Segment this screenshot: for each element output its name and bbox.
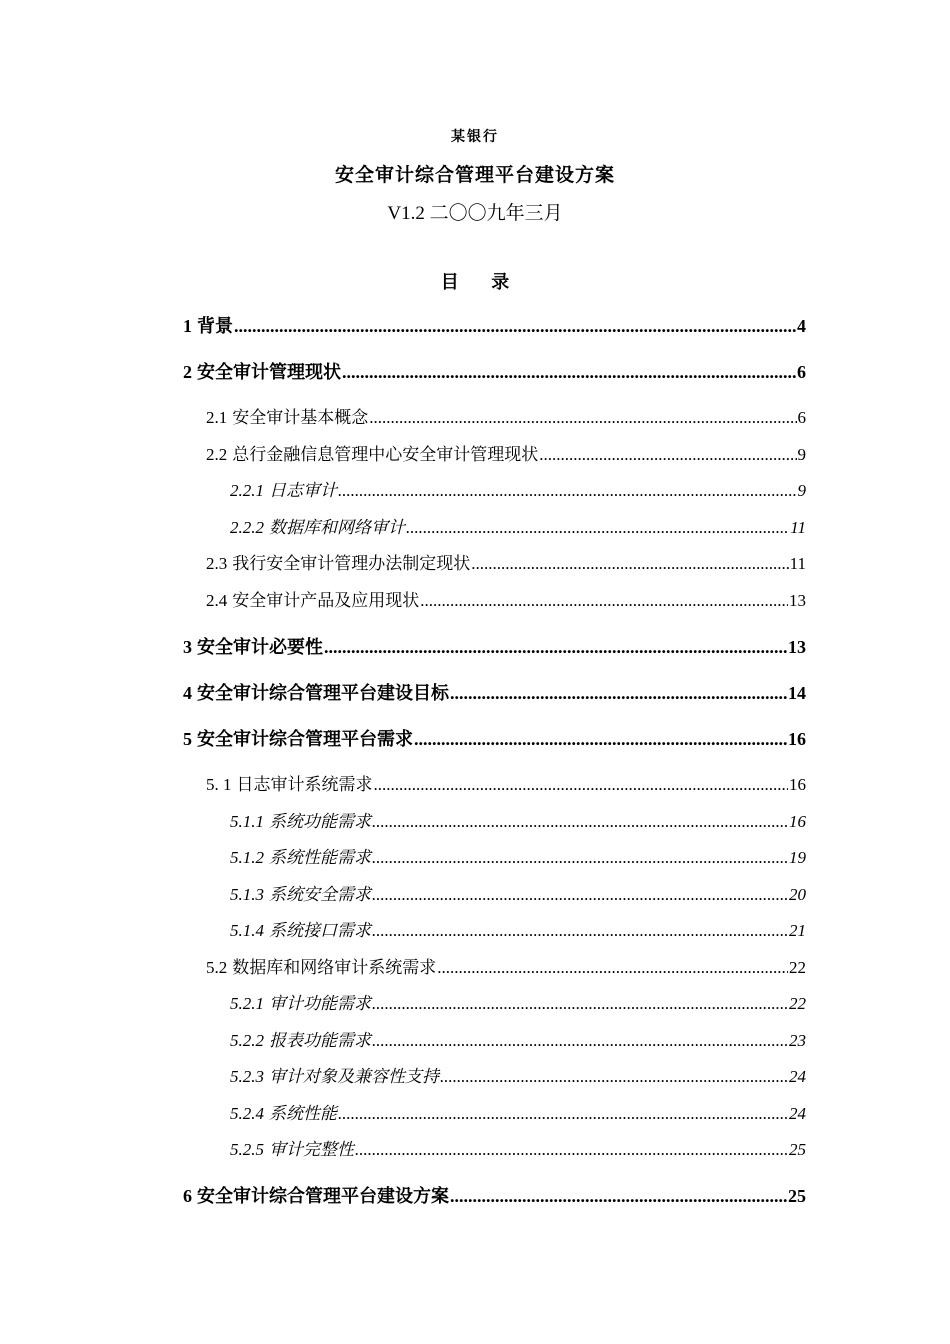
toc-entry-page: 22 [789, 994, 806, 1013]
toc-entry-page: 16 [789, 812, 806, 831]
toc-entry-text: 总行金融信息管理中心安全审计管理现状 [232, 445, 539, 464]
toc-entry-page: 25 [789, 1140, 806, 1159]
toc-entry-text: 安全审计综合管理平台需求 [197, 729, 413, 749]
toc-entry[interactable] [230, 992, 806, 1016]
toc-entry-text: 安全审计管理现状 [197, 362, 341, 382]
toc-leader-dots [539, 443, 796, 467]
toc-entry[interactable] [183, 314, 806, 338]
toc-entry[interactable] [230, 919, 806, 943]
toc-entry[interactable] [183, 727, 806, 751]
toc-entry[interactable] [230, 883, 806, 907]
toc-entry-text: 报表功能需求 [269, 1031, 371, 1050]
toc-entry[interactable] [230, 1102, 806, 1126]
toc-entry[interactable] [230, 846, 806, 870]
toc-entry[interactable] [183, 1184, 806, 1208]
toc-entry[interactable] [206, 406, 806, 430]
toc-entry-page: 24 [789, 1104, 806, 1123]
toc-entry-page: 4 [797, 316, 806, 336]
toc-entry[interactable] [230, 1138, 806, 1162]
toc-entry[interactable] [206, 589, 806, 613]
toc-entry-number: 2.4 [206, 591, 228, 610]
toc-entry[interactable] [206, 773, 806, 797]
toc-entry-number: 5.1.4 [230, 921, 264, 940]
toc-entry-page: 21 [789, 921, 806, 940]
toc-entry-number: 5.2.4 [230, 1104, 264, 1123]
toc-leader-dots [338, 479, 797, 503]
toc-entry-text: 系统接口需求 [269, 921, 371, 940]
toc-entry[interactable] [230, 479, 806, 503]
toc-leader-dots [437, 956, 788, 980]
toc-entry-number: 2.1 [206, 408, 228, 427]
toc-entry-text: 安全审计产品及应用现状 [232, 591, 420, 610]
toc-heading: 目 录 [440, 272, 524, 292]
toc-leader-dots [374, 773, 789, 797]
toc-entry-number: 5.1.2 [230, 848, 264, 867]
toc-entry-page: 6 [797, 408, 806, 427]
toc-leader-dots [355, 1138, 788, 1162]
toc-entry-page: 16 [789, 775, 806, 794]
toc-entry-page: 11 [789, 554, 806, 573]
toc-entry-page: 13 [789, 591, 806, 610]
toc-entry-text: 系统安全需求 [269, 885, 371, 904]
toc-entry-number: 2.2.2 [230, 518, 264, 537]
toc-entry[interactable] [206, 552, 806, 576]
toc-entry-page: 9 [797, 445, 806, 464]
toc-entry-text: 安全审计综合管理平台建设目标 [197, 683, 449, 703]
toc-leader-dots [372, 810, 788, 834]
toc-leader-dots [234, 314, 796, 338]
toc-entry-page: 25 [788, 1186, 806, 1206]
toc-entry-text: 日志审计系统需求 [236, 775, 373, 794]
toc-entry-text: 系统性能 [269, 1104, 337, 1123]
toc-entry-number: 1 [183, 316, 192, 336]
toc-entry-number: 5.2.2 [230, 1031, 264, 1050]
toc-leader-dots [450, 681, 787, 705]
toc-entry-page: 23 [789, 1031, 806, 1050]
toc-leader-dots [440, 1065, 788, 1089]
toc-leader-dots [372, 846, 788, 870]
toc-entry-text: 安全审计必要性 [197, 637, 323, 657]
toc-entry-number: 2.3 [206, 554, 228, 573]
toc-entry-text: 审计完整性 [269, 1140, 354, 1159]
toc-entry-text: 审计对象及兼容性支持 [269, 1067, 439, 1086]
toc-leader-dots [372, 919, 788, 943]
toc-entry-page: 6 [797, 362, 806, 382]
toc-entry-number: 5.2.1 [230, 994, 264, 1013]
document-version: V1.2 二〇〇九年三月 [387, 203, 563, 224]
toc-entry-text: 审计功能需求 [269, 994, 371, 1013]
toc-entry-number: 2 [183, 362, 192, 382]
toc-entry[interactable] [206, 956, 806, 980]
toc-entry-number: 5.2 [206, 958, 228, 977]
toc-entry-page: 14 [788, 683, 806, 703]
toc-entry[interactable] [206, 443, 806, 467]
toc-entry-text: 数据库和网络审计 [269, 518, 405, 537]
toc-entry-number: 5.1.3 [230, 885, 264, 904]
toc-leader-dots [372, 992, 788, 1016]
toc-entry-text: 系统性能需求 [269, 848, 371, 867]
toc-entry[interactable] [230, 1029, 806, 1053]
toc-entry-number: 2.2.1 [230, 481, 264, 500]
toc-entry-page: 22 [789, 958, 806, 977]
toc-leader-dots [372, 1029, 788, 1053]
toc-entry-page: 19 [789, 848, 806, 867]
toc-entry-number: 6 [183, 1186, 192, 1206]
toc-leader-dots [342, 360, 796, 384]
toc-entry-text: 安全审计基本概念 [232, 408, 369, 427]
toc-entry-number: 3 [183, 637, 192, 657]
toc-entry-text: 系统功能需求 [269, 812, 371, 831]
toc-entry-text: 我行安全审计管理办法制定现状 [232, 554, 471, 573]
toc-leader-dots [450, 1184, 787, 1208]
toc-entry[interactable] [230, 810, 806, 834]
toc-leader-dots [369, 406, 796, 430]
toc-entry-number: 5.1.1 [230, 812, 264, 831]
toc-leader-dots [406, 516, 789, 540]
toc-entry-number: 2.2 [206, 445, 228, 464]
toc-entry-page: 13 [788, 637, 806, 657]
toc-entry[interactable] [183, 635, 806, 659]
toc-entry-number: 5.2.5 [230, 1140, 264, 1159]
toc-entry[interactable] [230, 1065, 806, 1089]
toc-leader-dots [420, 589, 788, 613]
toc-entry-number: 5 [183, 729, 192, 749]
bank-name: 某银行 [451, 130, 499, 145]
toc-entry-page: 11 [790, 518, 806, 537]
toc-leader-dots [324, 635, 787, 659]
toc-entry-number: 4 [183, 683, 192, 703]
toc-entry-text: 背景 [197, 316, 233, 336]
toc-leader-dots [372, 883, 788, 907]
toc-entry-page: 24 [789, 1067, 806, 1086]
toc-entry-text: 安全审计综合管理平台建设方案 [197, 1186, 449, 1206]
toc-entry[interactable] [183, 360, 806, 384]
toc-leader-dots [414, 727, 787, 751]
toc-leader-dots [471, 552, 788, 576]
toc-entry-number: 5.2.3 [230, 1067, 264, 1086]
toc-entry[interactable] [230, 516, 806, 540]
toc-entry-text: 日志审计 [269, 481, 337, 500]
toc-entry-number: 5. 1 [206, 775, 232, 794]
toc-entry-text: 数据库和网络审计系统需求 [232, 958, 437, 977]
toc-entry[interactable] [183, 681, 806, 705]
toc-entry-page: 9 [797, 481, 806, 500]
document-title: 安全审计综合管理平台建设方案 [334, 165, 615, 186]
toc-entry-page: 16 [788, 729, 806, 749]
toc-entry-page: 20 [789, 885, 806, 904]
toc-leader-dots [338, 1102, 788, 1126]
